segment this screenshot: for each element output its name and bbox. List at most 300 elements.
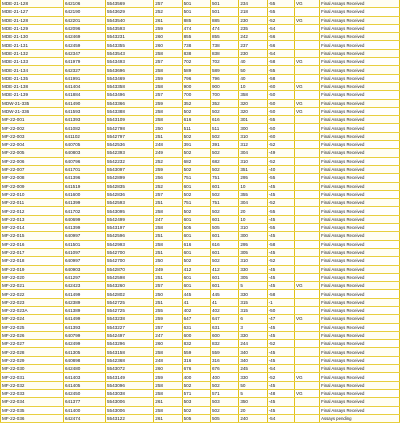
rl-cell[interactable]: 260 bbox=[154, 41, 182, 49]
easting-cell[interactable]: 641393 bbox=[63, 323, 105, 331]
easting-cell[interactable]: 640997 bbox=[63, 257, 105, 265]
rl-cell[interactable]: 248 bbox=[154, 356, 182, 364]
rl-cell[interactable]: 258 bbox=[154, 207, 182, 215]
depth-to-cell[interactable]: 511 bbox=[210, 124, 238, 132]
northing-cell[interactable]: 5542993 bbox=[105, 240, 153, 248]
rl-cell[interactable]: 251 bbox=[154, 232, 182, 240]
hole-id-cell[interactable]: MF-22-021 bbox=[1, 282, 64, 290]
status-cell[interactable]: Final Assays Received bbox=[320, 99, 400, 107]
status-cell[interactable]: Final Assays Received bbox=[320, 232, 400, 240]
northing-cell[interactable]: 5542593 bbox=[105, 199, 153, 207]
flag-cell[interactable] bbox=[294, 49, 319, 57]
rl-cell[interactable]: 260 bbox=[154, 33, 182, 41]
easting-cell[interactable]: 641499 bbox=[63, 290, 105, 298]
hole-id-cell[interactable]: MF-22-018 bbox=[1, 257, 64, 265]
rl-cell[interactable]: 258 bbox=[154, 49, 182, 57]
dip-cell[interactable]: -45 bbox=[267, 265, 294, 273]
depth-from-cell[interactable]: 600 bbox=[182, 331, 210, 339]
depth-from-cell[interactable]: 601 bbox=[182, 273, 210, 281]
flag-cell[interactable] bbox=[294, 298, 319, 306]
flag-cell[interactable]: VG bbox=[294, 389, 319, 397]
easting-cell[interactable]: 642190 bbox=[63, 8, 105, 16]
dip-cell[interactable]: -48 bbox=[267, 389, 294, 397]
status-cell[interactable]: Final Assays Received bbox=[320, 340, 400, 348]
rl-cell[interactable]: 260 bbox=[154, 365, 182, 373]
dip-cell[interactable]: -55 bbox=[267, 116, 294, 124]
northing-cell[interactable]: 5543197 bbox=[105, 224, 153, 232]
status-cell[interactable]: Final Assays Received bbox=[320, 124, 400, 132]
hole-id-cell[interactable]: MF-22-017 bbox=[1, 248, 64, 256]
depth-to-cell[interactable]: 503 bbox=[210, 398, 238, 406]
hole-id-cell[interactable]: MF-22-008 bbox=[1, 174, 64, 182]
flag-cell[interactable] bbox=[294, 323, 319, 331]
depth-from-cell[interactable]: 900 bbox=[182, 82, 210, 90]
rl-cell[interactable]: 261 bbox=[154, 414, 182, 422]
depth-to-cell[interactable]: 738 bbox=[210, 41, 238, 49]
northing-cell[interactable]: 5542725 bbox=[105, 306, 153, 314]
status-cell[interactable]: Final Assays Received bbox=[320, 165, 400, 173]
depth-from-cell[interactable]: 445 bbox=[182, 290, 210, 298]
rl-cell[interactable]: 249 bbox=[154, 149, 182, 157]
easting-cell[interactable]: 642201 bbox=[63, 16, 105, 24]
rl-cell[interactable]: 261 bbox=[154, 16, 182, 24]
easting-cell[interactable]: 642474 bbox=[63, 414, 105, 422]
rl-cell[interactable]: 252 bbox=[154, 157, 182, 165]
easting-cell[interactable]: 641399 bbox=[63, 224, 105, 232]
depth-from-cell[interactable]: 502 bbox=[182, 149, 210, 157]
northing-cell[interactable]: 5542232 bbox=[105, 157, 153, 165]
dip-cell[interactable]: -50 bbox=[267, 124, 294, 132]
northing-cell[interactable]: 5543006 bbox=[105, 406, 153, 414]
rl-cell[interactable]: 258 bbox=[154, 82, 182, 90]
hole-id-cell[interactable]: MF-22-016 bbox=[1, 240, 64, 248]
azimuth-cell[interactable]: 300 bbox=[239, 232, 267, 240]
azimuth-cell[interactable]: 10 bbox=[239, 82, 267, 90]
dip-cell[interactable]: -60 bbox=[267, 132, 294, 140]
status-cell[interactable]: Final Assays Received bbox=[320, 199, 400, 207]
depth-to-cell[interactable]: 559 bbox=[210, 348, 238, 356]
depth-from-cell[interactable]: 700 bbox=[182, 91, 210, 99]
depth-from-cell[interactable]: 616 bbox=[182, 116, 210, 124]
flag-cell[interactable] bbox=[294, 290, 319, 298]
status-cell[interactable]: Final Assays Received bbox=[320, 298, 400, 306]
status-cell[interactable]: Final Assays Received bbox=[320, 257, 400, 265]
northing-cell[interactable]: 5542596 bbox=[105, 232, 153, 240]
azimuth-cell[interactable]: 315 bbox=[239, 306, 267, 314]
depth-to-cell[interactable]: 474 bbox=[210, 24, 238, 32]
easting-cell[interactable]: 641702 bbox=[63, 207, 105, 215]
depth-to-cell[interactable]: 501 bbox=[210, 8, 238, 16]
depth-to-cell[interactable]: 502 bbox=[210, 107, 238, 115]
dip-cell[interactable]: -50 bbox=[267, 91, 294, 99]
azimuth-cell[interactable]: 310 bbox=[239, 157, 267, 165]
azimuth-cell[interactable]: 358 bbox=[239, 91, 267, 99]
status-cell[interactable]: Final Assays Received bbox=[320, 190, 400, 198]
hole-id-cell[interactable]: MDE-21-130 bbox=[1, 33, 64, 41]
easting-cell[interactable]: 641499 bbox=[63, 315, 105, 323]
depth-from-cell[interactable]: 502 bbox=[182, 165, 210, 173]
hole-id-cell[interactable]: MF-22-031 bbox=[1, 373, 64, 381]
rl-cell[interactable]: 255 bbox=[154, 306, 182, 314]
northing-cell[interactable]: 5542497 bbox=[105, 331, 153, 339]
northing-cell[interactable]: 5543038 bbox=[105, 389, 153, 397]
azimuth-cell[interactable]: 50 bbox=[239, 66, 267, 74]
rl-cell[interactable]: 249 bbox=[154, 265, 182, 273]
depth-from-cell[interactable]: 601 bbox=[182, 215, 210, 223]
status-cell[interactable]: Final Assays Received bbox=[320, 174, 400, 182]
depth-to-cell[interactable]: 412 bbox=[210, 265, 238, 273]
azimuth-cell[interactable]: 10 bbox=[239, 182, 267, 190]
northing-cell[interactable]: 5542899 bbox=[105, 174, 153, 182]
flag-cell[interactable] bbox=[294, 165, 319, 173]
rl-cell[interactable]: 251 bbox=[154, 199, 182, 207]
status-cell[interactable]: Final Assays Received bbox=[320, 348, 400, 356]
flag-cell[interactable] bbox=[294, 306, 319, 314]
depth-to-cell[interactable]: 682 bbox=[210, 157, 238, 165]
dip-cell[interactable]: -54 bbox=[267, 365, 294, 373]
azimuth-cell[interactable]: 330 bbox=[239, 373, 267, 381]
depth-to-cell[interactable]: 885 bbox=[210, 16, 238, 24]
easting-cell[interactable]: 642423 bbox=[63, 282, 105, 290]
depth-from-cell[interactable]: 502 bbox=[182, 132, 210, 140]
flag-cell[interactable] bbox=[294, 24, 319, 32]
easting-cell[interactable]: 641389 bbox=[63, 306, 105, 314]
depth-to-cell[interactable]: 502 bbox=[210, 165, 238, 173]
flag-cell[interactable]: VG bbox=[294, 16, 319, 24]
easting-cell[interactable]: 641399 bbox=[63, 199, 105, 207]
depth-to-cell[interactable]: 616 bbox=[210, 116, 238, 124]
easting-cell[interactable]: 641305 bbox=[63, 348, 105, 356]
flag-cell[interactable] bbox=[294, 33, 319, 41]
depth-from-cell[interactable]: 832 bbox=[182, 340, 210, 348]
status-cell[interactable]: Final Assays Received bbox=[320, 24, 400, 32]
azimuth-cell[interactable]: 5 bbox=[239, 282, 267, 290]
azimuth-cell[interactable]: 330 bbox=[239, 265, 267, 273]
northing-cell[interactable]: 5543629 bbox=[105, 8, 153, 16]
hole-id-cell[interactable]: MF-22-020 bbox=[1, 273, 64, 281]
rl-cell[interactable]: 259 bbox=[154, 165, 182, 173]
azimuth-cell[interactable]: 50 bbox=[239, 381, 267, 389]
hole-id-cell[interactable]: MF-22-009 bbox=[1, 182, 64, 190]
hole-id-cell[interactable]: MF-22-011 bbox=[1, 199, 64, 207]
dip-cell[interactable]: -60 bbox=[267, 82, 294, 90]
dip-cell[interactable]: -56 bbox=[267, 33, 294, 41]
hole-id-cell[interactable]: MF-22-035 bbox=[1, 406, 64, 414]
hole-id-cell[interactable]: MF-22-013 bbox=[1, 215, 64, 223]
flag-cell[interactable]: VG bbox=[294, 82, 319, 90]
rl-cell[interactable]: 258 bbox=[154, 66, 182, 74]
northing-cell[interactable]: 5543540 bbox=[105, 16, 153, 24]
hole-id-cell[interactable]: MF-22-026 bbox=[1, 331, 64, 339]
rl-cell[interactable]: 251 bbox=[154, 248, 182, 256]
dip-cell[interactable]: -58 bbox=[267, 58, 294, 66]
easting-cell[interactable]: 640699 bbox=[63, 215, 105, 223]
flag-cell[interactable] bbox=[294, 174, 319, 182]
flag-cell[interactable] bbox=[294, 398, 319, 406]
northing-cell[interactable]: 5542598 bbox=[105, 273, 153, 281]
hole-id-cell[interactable]: MDE-21-127 bbox=[1, 8, 64, 16]
rl-cell[interactable]: 258 bbox=[154, 406, 182, 414]
easting-cell[interactable]: 641991 bbox=[63, 74, 105, 82]
rl-cell[interactable]: 257 bbox=[154, 190, 182, 198]
depth-from-cell[interactable]: 589 bbox=[182, 66, 210, 74]
dip-cell[interactable]: -54 bbox=[267, 24, 294, 32]
rl-cell[interactable]: 257 bbox=[154, 0, 182, 8]
azimuth-cell[interactable]: 312 bbox=[239, 141, 267, 149]
hole-id-cell[interactable]: MDE-21-139 bbox=[1, 91, 64, 99]
hole-id-cell[interactable]: MF-22-012 bbox=[1, 207, 64, 215]
northing-cell[interactable]: 5542870 bbox=[105, 265, 153, 273]
azimuth-cell[interactable]: 230 bbox=[239, 49, 267, 57]
flag-cell[interactable] bbox=[294, 182, 319, 190]
rl-cell[interactable]: 259 bbox=[154, 99, 182, 107]
flag-cell[interactable] bbox=[294, 265, 319, 273]
status-cell[interactable]: Final Assays Received bbox=[320, 91, 400, 99]
flag-cell[interactable]: VG bbox=[294, 373, 319, 381]
depth-from-cell[interactable]: 502 bbox=[182, 257, 210, 265]
depth-from-cell[interactable]: 412 bbox=[182, 265, 210, 273]
status-cell[interactable]: Final Assays Received bbox=[320, 149, 400, 157]
depth-from-cell[interactable]: 316 bbox=[182, 356, 210, 364]
rl-cell[interactable]: 259 bbox=[154, 315, 182, 323]
northing-cell[interactable]: 5543095 bbox=[105, 207, 153, 215]
azimuth-cell[interactable]: 245 bbox=[239, 365, 267, 373]
dip-cell[interactable]: -55 bbox=[267, 207, 294, 215]
dip-cell[interactable]: -45 bbox=[267, 248, 294, 256]
azimuth-cell[interactable]: 351 bbox=[239, 165, 267, 173]
easting-cell[interactable]: 641393 bbox=[63, 116, 105, 124]
depth-from-cell[interactable]: 601 bbox=[182, 248, 210, 256]
azimuth-cell[interactable]: 310 bbox=[239, 257, 267, 265]
easting-cell[interactable]: 641082 bbox=[63, 124, 105, 132]
flag-cell[interactable]: VG bbox=[294, 315, 319, 323]
northing-cell[interactable]: 5543158 bbox=[105, 348, 153, 356]
depth-to-cell[interactable]: 631 bbox=[210, 323, 238, 331]
northing-cell[interactable]: 5543097 bbox=[105, 165, 153, 173]
status-cell[interactable]: Final Assays Received bbox=[320, 398, 400, 406]
hole-id-cell[interactable]: MDE-21-133 bbox=[1, 58, 64, 66]
easting-cell[interactable]: 641490 bbox=[63, 99, 105, 107]
status-cell[interactable]: Final Assays Received bbox=[320, 82, 400, 90]
status-cell[interactable]: Final Assays Received bbox=[320, 273, 400, 281]
flag-cell[interactable] bbox=[294, 157, 319, 165]
rl-cell[interactable]: 257 bbox=[154, 58, 182, 66]
depth-from-cell[interactable]: 501 bbox=[182, 0, 210, 8]
status-cell[interactable]: Final Assays Received bbox=[320, 41, 400, 49]
flag-cell[interactable] bbox=[294, 199, 319, 207]
easting-cell[interactable]: 640903 bbox=[63, 265, 105, 273]
easting-cell[interactable]: 642459 bbox=[63, 41, 105, 49]
depth-to-cell[interactable]: 445 bbox=[210, 290, 238, 298]
depth-to-cell[interactable]: 502 bbox=[210, 406, 238, 414]
rl-cell[interactable]: 247 bbox=[154, 331, 182, 339]
hole-id-cell[interactable]: MF-22-028 bbox=[1, 348, 64, 356]
easting-cell[interactable]: 642469 bbox=[63, 33, 105, 41]
hole-id-cell[interactable]: MF-22-034 bbox=[1, 398, 64, 406]
dip-cell[interactable]: -45 bbox=[267, 273, 294, 281]
northing-cell[interactable]: 5543358 bbox=[105, 82, 153, 90]
depth-from-cell[interactable]: 391 bbox=[182, 141, 210, 149]
depth-to-cell[interactable]: 832 bbox=[210, 340, 238, 348]
northing-cell[interactable]: 5542836 bbox=[105, 190, 153, 198]
hole-id-cell[interactable]: MDE-21-132 bbox=[1, 49, 64, 57]
dip-cell[interactable]: -52 bbox=[267, 257, 294, 265]
flag-cell[interactable]: VG bbox=[294, 58, 319, 66]
hole-id-cell[interactable]: MF-22-029 bbox=[1, 356, 64, 364]
rl-cell[interactable]: 250 bbox=[154, 290, 182, 298]
status-cell[interactable]: Final Assays Received bbox=[320, 306, 400, 314]
azimuth-cell[interactable]: 330 bbox=[239, 331, 267, 339]
depth-from-cell[interactable]: 631 bbox=[182, 323, 210, 331]
azimuth-cell[interactable]: 305 bbox=[239, 248, 267, 256]
depth-to-cell[interactable]: 402 bbox=[210, 306, 238, 314]
dip-cell[interactable]: -45 bbox=[267, 282, 294, 290]
rl-cell[interactable]: 250 bbox=[154, 124, 182, 132]
flag-cell[interactable]: VG bbox=[294, 282, 319, 290]
easting-cell[interactable]: 642389 bbox=[63, 298, 105, 306]
rl-cell[interactable]: 250 bbox=[154, 257, 182, 265]
depth-from-cell[interactable]: 571 bbox=[182, 389, 210, 397]
status-cell[interactable]: Final Assays Received bbox=[320, 373, 400, 381]
dip-cell[interactable]: -55 bbox=[267, 224, 294, 232]
northing-cell[interactable]: 5543260 bbox=[105, 282, 153, 290]
hole-id-cell[interactable]: MF-22-002 bbox=[1, 124, 64, 132]
depth-to-cell[interactable]: 855 bbox=[210, 33, 238, 41]
hole-id-cell[interactable]: MF-22-005 bbox=[1, 149, 64, 157]
rl-cell[interactable]: 252 bbox=[154, 8, 182, 16]
flag-cell[interactable] bbox=[294, 414, 319, 422]
azimuth-cell[interactable]: 237 bbox=[239, 41, 267, 49]
depth-from-cell[interactable]: 502 bbox=[182, 207, 210, 215]
azimuth-cell[interactable]: 300 bbox=[239, 124, 267, 132]
flag-cell[interactable]: VG bbox=[294, 107, 319, 115]
depth-to-cell[interactable]: 502 bbox=[210, 207, 238, 215]
rl-cell[interactable]: 251 bbox=[154, 273, 182, 281]
dip-cell[interactable]: -52 bbox=[267, 16, 294, 24]
azimuth-cell[interactable]: 310 bbox=[239, 132, 267, 140]
azimuth-cell[interactable]: 218 bbox=[239, 8, 267, 16]
azimuth-cell[interactable]: 244 bbox=[239, 340, 267, 348]
northing-cell[interactable]: 5543493 bbox=[105, 58, 153, 66]
flag-cell[interactable] bbox=[294, 224, 319, 232]
northing-cell[interactable]: 5543569 bbox=[105, 0, 153, 8]
hole-id-cell[interactable]: MF-22-014 bbox=[1, 224, 64, 232]
dip-cell[interactable]: -1 bbox=[267, 298, 294, 306]
dip-cell[interactable]: -45 bbox=[267, 406, 294, 414]
rl-cell[interactable]: 259 bbox=[154, 74, 182, 82]
hole-id-cell[interactable]: MF-22-036 bbox=[1, 414, 64, 422]
depth-to-cell[interactable]: 571 bbox=[210, 389, 238, 397]
hole-id-cell[interactable]: MF-22-004 bbox=[1, 141, 64, 149]
flag-cell[interactable] bbox=[294, 141, 319, 149]
azimuth-cell[interactable]: 330 bbox=[239, 290, 267, 298]
rl-cell[interactable]: 258 bbox=[154, 107, 182, 115]
depth-from-cell[interactable]: 855 bbox=[182, 33, 210, 41]
depth-to-cell[interactable]: 601 bbox=[210, 273, 238, 281]
azimuth-cell[interactable]: 340 bbox=[239, 348, 267, 356]
depth-from-cell[interactable]: 502 bbox=[182, 381, 210, 389]
easting-cell[interactable]: 640898 bbox=[63, 356, 105, 364]
northing-cell[interactable]: 5543231 bbox=[105, 33, 153, 41]
flag-cell[interactable] bbox=[294, 207, 319, 215]
depth-from-cell[interactable]: 751 bbox=[182, 174, 210, 182]
depth-to-cell[interactable]: 796 bbox=[210, 74, 238, 82]
northing-cell[interactable]: 5543469 bbox=[105, 74, 153, 82]
depth-to-cell[interactable]: 400 bbox=[210, 373, 238, 381]
depth-from-cell[interactable]: 885 bbox=[182, 16, 210, 24]
northing-cell[interactable]: 5542725 bbox=[105, 298, 153, 306]
flag-cell[interactable] bbox=[294, 8, 319, 16]
status-cell[interactable]: Final Assays Received bbox=[320, 141, 400, 149]
dip-cell[interactable]: -55 bbox=[267, 174, 294, 182]
flag-cell[interactable]: VG bbox=[294, 99, 319, 107]
dip-cell[interactable]: -45 bbox=[267, 381, 294, 389]
easting-cell[interactable]: 641403 bbox=[63, 373, 105, 381]
rl-cell[interactable]: 259 bbox=[154, 373, 182, 381]
azimuth-cell[interactable]: 20 bbox=[239, 406, 267, 414]
depth-from-cell[interactable]: 400 bbox=[182, 373, 210, 381]
hole-id-cell[interactable]: MF-22-024 bbox=[1, 315, 64, 323]
depth-from-cell[interactable]: 682 bbox=[182, 157, 210, 165]
hole-id-cell[interactable]: MDW-21-336 bbox=[1, 107, 64, 115]
flag-cell[interactable] bbox=[294, 331, 319, 339]
azimuth-cell[interactable]: 340 bbox=[239, 356, 267, 364]
dip-cell[interactable]: -45 bbox=[267, 190, 294, 198]
depth-to-cell[interactable]: 589 bbox=[210, 66, 238, 74]
dip-cell[interactable]: -52 bbox=[267, 157, 294, 165]
depth-from-cell[interactable]: 738 bbox=[182, 41, 210, 49]
easting-cell[interactable]: 641593 bbox=[63, 107, 105, 115]
depth-to-cell[interactable]: 601 bbox=[210, 215, 238, 223]
easting-cell[interactable]: 641097 bbox=[63, 248, 105, 256]
azimuth-cell[interactable]: 350 bbox=[239, 398, 267, 406]
easting-cell[interactable]: 640796 bbox=[63, 157, 105, 165]
northing-cell[interactable]: 5542700 bbox=[105, 257, 153, 265]
northing-cell[interactable]: 5543593 bbox=[105, 24, 153, 32]
hole-id-cell[interactable]: MF-22-010 bbox=[1, 190, 64, 198]
depth-to-cell[interactable]: 601 bbox=[210, 182, 238, 190]
depth-to-cell[interactable]: 316 bbox=[210, 356, 238, 364]
flag-cell[interactable] bbox=[294, 190, 319, 198]
depth-to-cell[interactable]: 702 bbox=[210, 58, 238, 66]
rl-cell[interactable]: 260 bbox=[154, 340, 182, 348]
depth-from-cell[interactable]: 647 bbox=[182, 315, 210, 323]
status-cell[interactable]: Final Assays Received bbox=[320, 389, 400, 397]
easting-cell[interactable]: 642096 bbox=[63, 24, 105, 32]
flag-cell[interactable] bbox=[294, 240, 319, 248]
flag-cell[interactable] bbox=[294, 273, 319, 281]
rl-cell[interactable]: 257 bbox=[154, 282, 182, 290]
hole-id-cell[interactable]: MF-22-030 bbox=[1, 365, 64, 373]
status-cell[interactable]: Final Assays Received bbox=[320, 132, 400, 140]
flag-cell[interactable] bbox=[294, 356, 319, 364]
depth-to-cell[interactable]: 502 bbox=[210, 257, 238, 265]
depth-to-cell[interactable]: 502 bbox=[210, 190, 238, 198]
depth-to-cell[interactable]: 838 bbox=[210, 49, 238, 57]
status-cell[interactable]: Final Assays Received bbox=[320, 107, 400, 115]
dip-cell[interactable]: -55 bbox=[267, 0, 294, 8]
azimuth-cell[interactable]: 320 bbox=[239, 99, 267, 107]
status-cell[interactable]: Final Assays Received bbox=[320, 290, 400, 298]
easting-cell[interactable]: 641297 bbox=[63, 273, 105, 281]
azimuth-cell[interactable]: 230 bbox=[239, 16, 267, 24]
easting-cell[interactable]: 642450 bbox=[63, 389, 105, 397]
flag-cell[interactable] bbox=[294, 124, 319, 132]
hole-id-cell[interactable]: MF-22-027 bbox=[1, 340, 64, 348]
northing-cell[interactable]: 5542835 bbox=[105, 182, 153, 190]
status-cell[interactable]: Final Assays Received bbox=[320, 0, 400, 8]
easting-cell[interactable]: 642327 bbox=[63, 66, 105, 74]
